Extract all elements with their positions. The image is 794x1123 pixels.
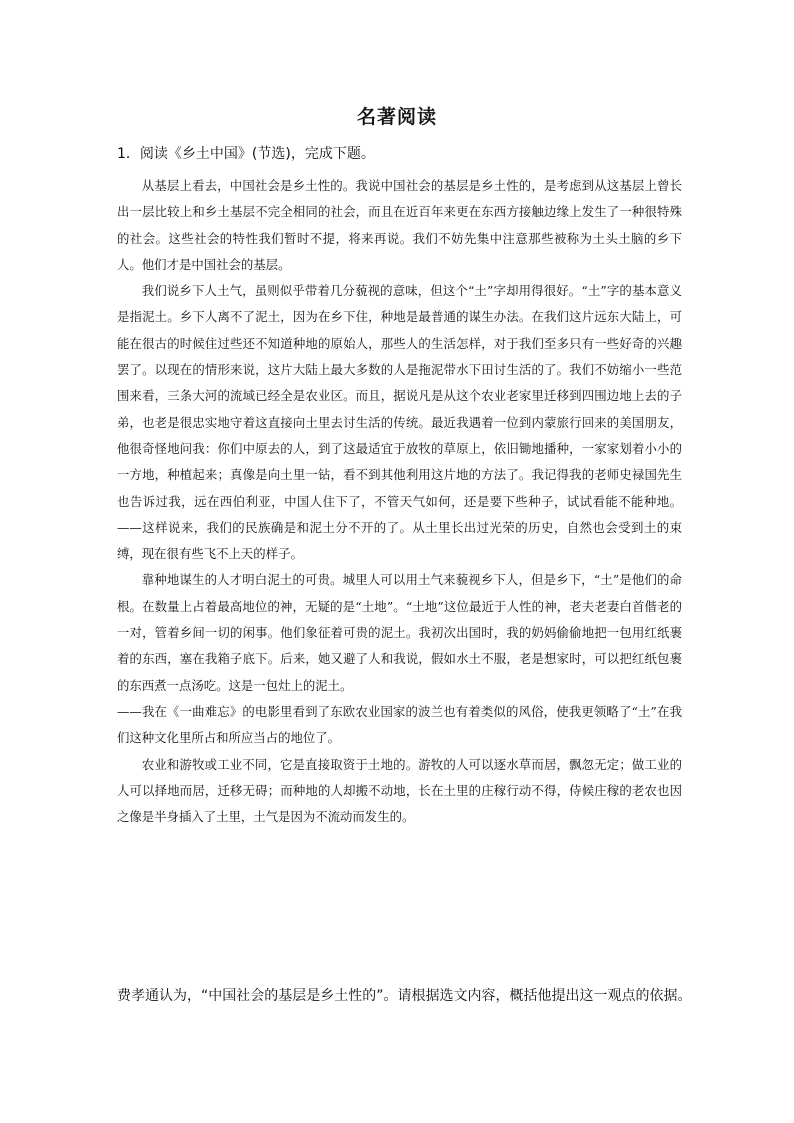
reading-passage: [117, 173, 682, 830]
question-prompt: 费孝通认为，“中国社会的基层是乡土性的”。请根据选文内容，概括他提出这一观点的依据。: [117, 988, 692, 1004]
page-title: 名著阅读: [356, 106, 437, 128]
passage-paragraph-5: 农业和游牧或工业不同，它是直接取资于土地的。游牧的人可以逐水草而居，飘忽无定；做工业的人可以择地而居，迁移无碍；而种地的人却搬不动地，长在土里的庄稼行动不得，侍候庄稼的老农也因之像是半身插入了土里，土气是因为不流动而发生的。: [117, 756, 682, 825]
passage-paragraph-3: 靠种地谋生的人才明白泥土的可贵。城里人可以用土气来藐视乡下人，但是乡下，“土”是他们的命根。在数量上占着最高地位的神，无疑的是“土地”。“土地”这位最近于人性的神，老夫老妻白首偕老的一对，管着乡间一切的闲事。他们象征着可贵的泥土。我初次出国时，我的奶妈偷偷地把一包用红纸裹着的东西，塞在我箱子底下。后来，她又避了人和我说，假如水土不服，老是想家时，可以把红纸包裹的东西煮一点汤吃。这是一包灶上的泥土。: [117, 572, 682, 693]
question-heading: 1．阅读《乡土中国》(节选)，完成下题。: [117, 146, 375, 162]
passage-paragraph-1: 从基层上看去，中国社会是乡土性的。我说中国社会的基层是乡土性的，是考虑到从这基层上曾长出一层比较上和乡土基层不完全相同的社会，而且在近百年来更在东西方接触边缘上发生了一种很特殊的社会。这些社会的特性我们暂时不提，将来再说。我们不妨先集中注意那些被称为土头土脑的乡下人。他们才是中国社会的基层。: [117, 178, 682, 272]
passage-paragraph-2: 我们说乡下人土气，虽则似乎带着几分藐视的意味，但这个“土”字却用得很好。“土”字的基本意义是指泥土。乡下人离不了泥土，因为在乡下住，种地是最普通的谋生办法。在我们这片远东大陆上，可能在很古的时候住过些还不知道种地的原始人，那些人的生活怎样，对于我们至多只有一些好奇的兴趣罢了。以现在的情形来说，这片大陆上最大多数的人是拖泥带水下田讨生活的了。我们不妨缩小一些范围来看，三条大河的流域已经全是农业区。而且，据说凡是从这个农业老家里迁移到四围边地上去的子弟，也老是很忠实地守着这直接向土里去讨生活的传统。最近我遇着一位到内蒙旅行回来的美国朋友，他很奇怪地问我：你们中原去的人，到了这最适宜于放牧的草原上，依旧锄地播种，一家家划着小小的一方地，种植起来；真像是向土里一钻，看不到其他利用这片地的方法了。我记得我的老师史禄国先生也告诉过我，远在西伯利亚，中国人住下了，不管天气如何，还是要下些种子，试试看能不能种地。——这样说来，我们的民族确是和泥土分不开的了。从土里长出过光荣的历史，自然也会受到土的束缚，现在很有些飞不上天的样子。: [117, 283, 682, 562]
passage-paragraph-4: ——我在《一曲难忘》的电影里看到了东欧农业国家的波兰也有着类似的风俗，使我更领略了“土”在我们这种文化里所占和所应当占的地位了。: [117, 703, 682, 746]
